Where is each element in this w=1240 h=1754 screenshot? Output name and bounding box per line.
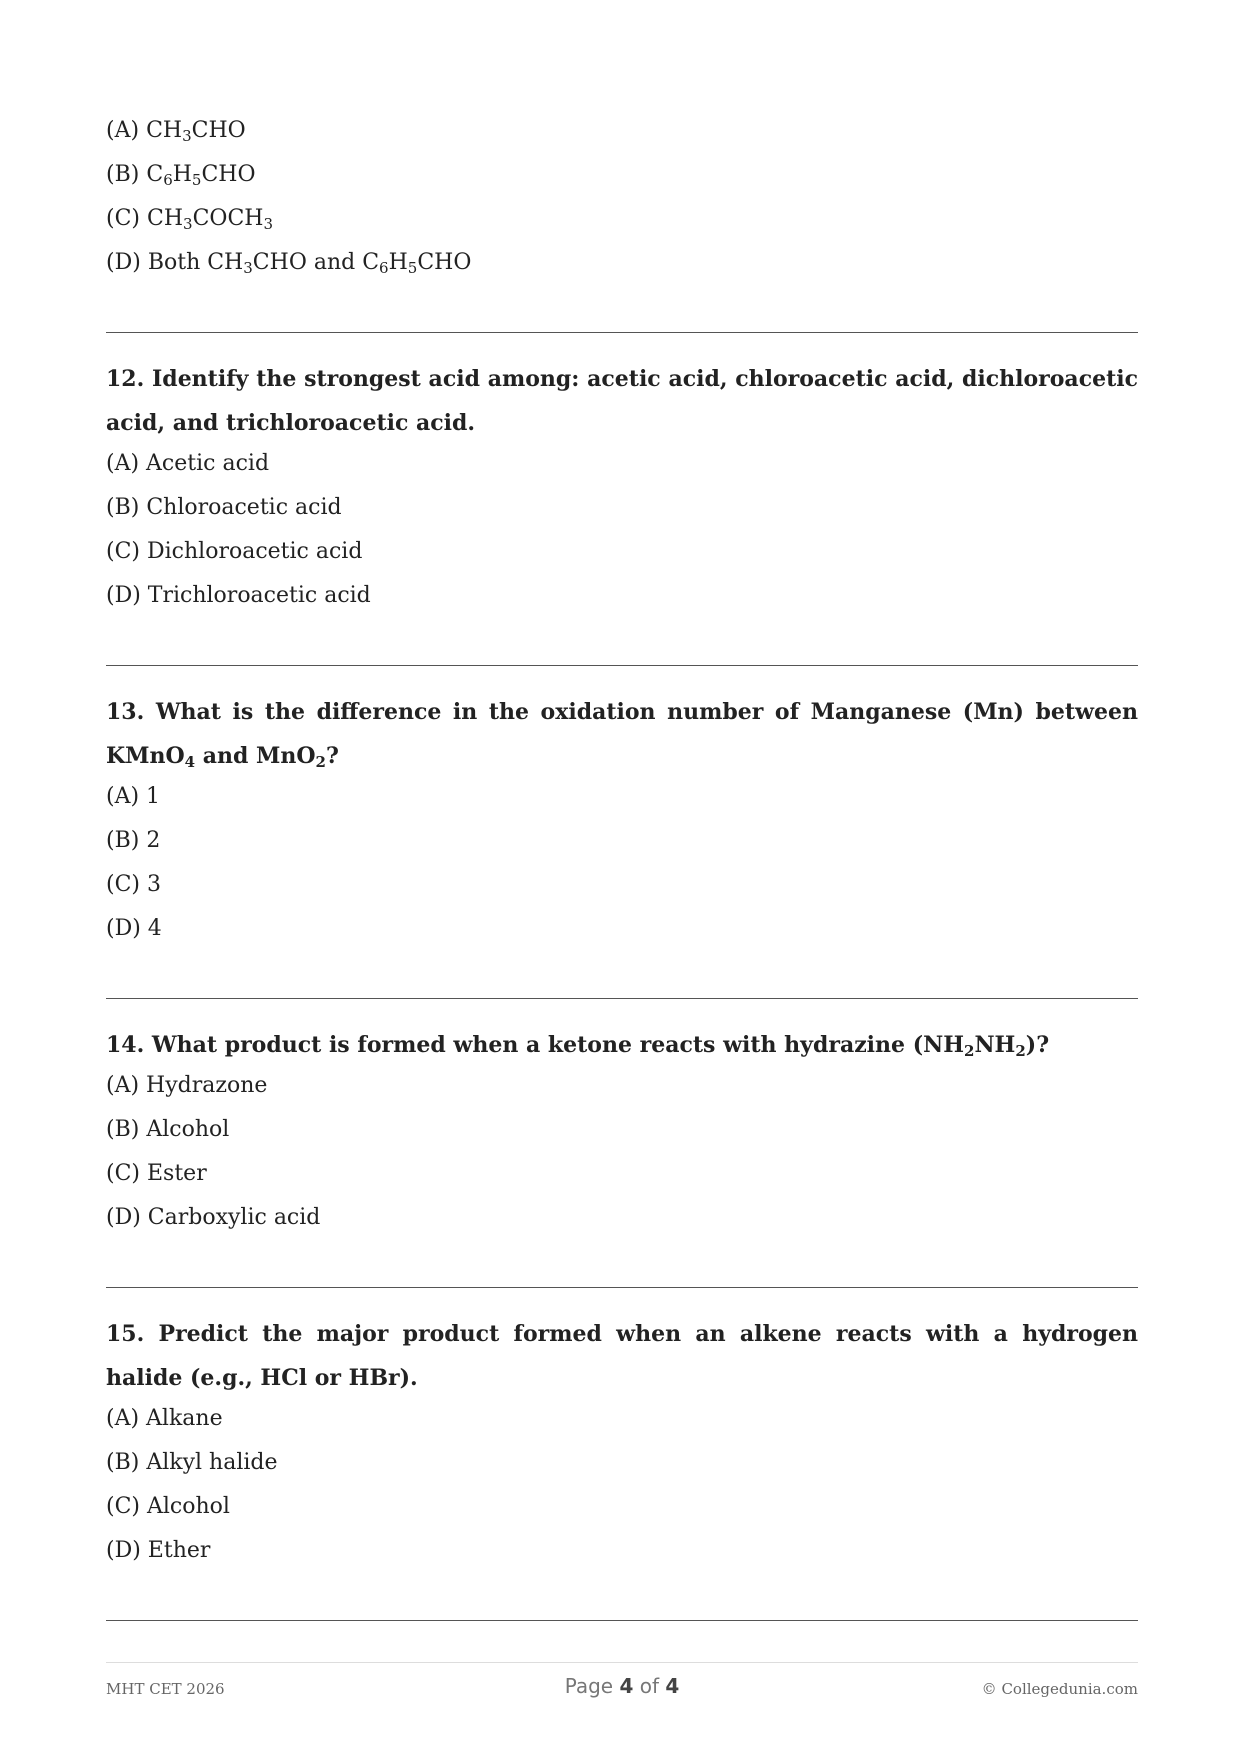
option-c: (C) 3 (106, 872, 161, 897)
option-b: (B) Alcohol (106, 1117, 230, 1142)
option-d: (D) Trichloroacetic acid (106, 583, 371, 608)
option-a: (A) Hydrazone (106, 1073, 268, 1098)
question-divider (106, 665, 1138, 666)
exam-name: MHT CET 2026 (106, 1680, 225, 1698)
option-a: (A) Alkane (106, 1406, 223, 1431)
option-a: (A) $CH_3CHO$ (106, 118, 246, 145)
page-number: Page 4 of 4 (564, 1674, 680, 1698)
question-divider (106, 998, 1138, 999)
question-12-text: 12. Identify the strongest acid among: acetic acid, chloroacetic acid, dichloroacetic acid, and trichloroacetic acid. (106, 366, 1138, 436)
option-d: (D) 4 (106, 916, 162, 941)
question-15-options (106, 1404, 1138, 1580)
question-divider (106, 332, 1138, 333)
option-d: (D) Both $CH_3CHO$ and $C_6H_5CHO$ (106, 250, 472, 277)
question-15-text: 15. Predict the major product formed when an alkene reacts with a hydrogen halide (e.g., HCl or HBr). (106, 1321, 1138, 1391)
option-d: (D) Carboxylic acid (106, 1205, 321, 1230)
question-12-options (106, 449, 1138, 625)
option-c: (C) Alcohol (106, 1494, 230, 1519)
option-b: (B) $C_6H_5CHO$ (106, 162, 256, 189)
question-divider (106, 1620, 1138, 1621)
option-d: (D) Ether (106, 1538, 211, 1563)
page-content (106, 116, 1138, 1621)
option-c: (C) Ester (106, 1161, 207, 1186)
question-14-text: 14. What product is formed when a ketone reacts with hydrazine $(NH_2NH_2)$? (106, 1032, 1050, 1060)
footer-divider (106, 1662, 1138, 1663)
option-b: (B) Alkyl halide (106, 1450, 278, 1475)
question-11-options (106, 116, 1138, 292)
option-a: (A) Acetic acid (106, 451, 270, 476)
option-c: (C) Dichloroacetic acid (106, 539, 363, 564)
question-13-text: 13. What is the difference in the oxidation number of Manganese (Mn) between KMnO$_4$ and MnO$_2$? (106, 699, 1138, 771)
option-a: (A) 1 (106, 784, 161, 809)
option-c: (C) $CH_3COCH_3$ (106, 206, 274, 233)
question-divider (106, 1287, 1138, 1288)
option-b: (B) Chloroacetic acid (106, 495, 342, 520)
question-13-options (106, 782, 1138, 958)
copyright-text: © Collegedunia.com (981, 1680, 1138, 1698)
option-b: (B) 2 (106, 828, 161, 853)
page-footer (106, 1674, 1138, 1704)
question-14-options (106, 1071, 1138, 1247)
